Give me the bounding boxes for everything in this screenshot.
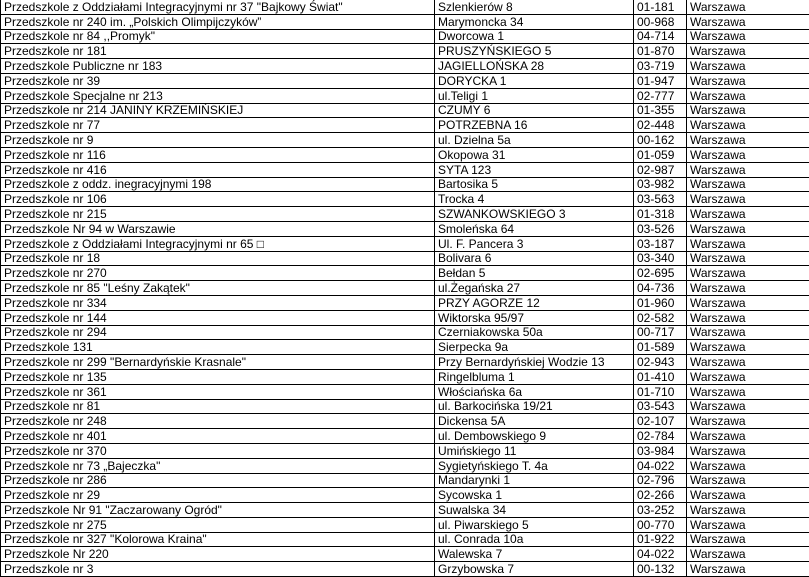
city-cell[interactable]: Warszawa: [687, 562, 809, 577]
postal-code-cell[interactable]: 01-059: [634, 147, 687, 162]
postal-code-cell[interactable]: 01-589: [634, 340, 687, 355]
preschool-name-cell[interactable]: Przedszkole nr 181: [1, 44, 435, 59]
preschool-name-cell[interactable]: Przedszkole Specjalne nr 213: [1, 88, 435, 103]
postal-code-cell[interactable]: 01-710: [634, 384, 687, 399]
table-row: [1, 44, 809, 59]
city-cell[interactable]: Warszawa: [687, 221, 809, 236]
street-address-cell[interactable]: Marymoncka 34: [435, 14, 634, 29]
city-cell[interactable]: Warszawa: [687, 443, 809, 458]
postal-code-cell[interactable]: 01-947: [634, 73, 687, 88]
postal-code-cell[interactable]: 03-526: [634, 221, 687, 236]
preschool-name-cell[interactable]: Przedszkole nr 106: [1, 192, 435, 207]
table-row: [1, 0, 809, 14]
preschool-name-cell[interactable]: Przedszkole Publiczne nr 183: [1, 59, 435, 74]
street-address-cell[interactable]: ul. Barkocińska 19/21: [435, 399, 634, 414]
postal-code-cell[interactable]: 02-107: [634, 414, 687, 429]
preschool-name-cell[interactable]: Przedszkole Nr 94 w Warszawie: [1, 221, 435, 236]
street-address-cell[interactable]: SYTA 123: [435, 162, 634, 177]
city-cell[interactable]: Warszawa: [687, 295, 809, 310]
postal-code-cell[interactable]: 01-922: [634, 532, 687, 547]
city-cell[interactable]: Warszawa: [687, 192, 809, 207]
preschool-name-cell[interactable]: Przedszkole nr 18: [1, 251, 435, 266]
city-cell[interactable]: Warszawa: [687, 414, 809, 429]
preschool-name-cell[interactable]: Przedszkole Nr 220: [1, 547, 435, 562]
postal-code-cell[interactable]: 02-777: [634, 88, 687, 103]
preschool-name-cell[interactable]: Przedszkole nr 275: [1, 517, 435, 532]
street-address-cell[interactable]: ul. Conrada 10a: [435, 532, 634, 547]
postal-code-cell[interactable]: 00-162: [634, 133, 687, 148]
postal-code-cell[interactable]: 04-714: [634, 29, 687, 44]
preschool-name-cell[interactable]: Przedszkole nr 77: [1, 118, 435, 133]
street-address-cell[interactable]: Sierpecka 9a: [435, 340, 634, 355]
table-row: [1, 281, 809, 296]
table-row: [1, 458, 809, 473]
street-address-cell[interactable]: JAGIELLOŃSKA 28: [435, 59, 634, 74]
table-row: [1, 517, 809, 532]
postal-code-cell[interactable]: 02-943: [634, 355, 687, 370]
street-address-cell[interactable]: Szlenkierów 8: [435, 0, 634, 14]
table-row: [1, 488, 809, 503]
preschool-name-cell[interactable]: Przedszkole nr 144: [1, 310, 435, 325]
street-address-cell[interactable]: Czerniakowska 50a: [435, 325, 634, 340]
table-row: [1, 118, 809, 133]
postal-code-cell[interactable]: 03-187: [634, 236, 687, 251]
street-address-cell[interactable]: Sycowska 1: [435, 488, 634, 503]
preschool-name-cell[interactable]: Przedszkole nr 135: [1, 369, 435, 384]
street-address-cell[interactable]: Suwalska 34: [435, 503, 634, 518]
preschool-name-cell[interactable]: Przedszkole nr 294: [1, 325, 435, 340]
table-row: [1, 310, 809, 325]
city-cell[interactable]: Warszawa: [687, 118, 809, 133]
street-address-cell[interactable]: Umińskiego 11: [435, 443, 634, 458]
street-address-cell[interactable]: Przy Bernardyńskiej Wodzie 13: [435, 355, 634, 370]
street-address-cell[interactable]: Włościańska 6a: [435, 384, 634, 399]
street-address-cell[interactable]: DORYCKA 1: [435, 73, 634, 88]
city-cell[interactable]: Warszawa: [687, 488, 809, 503]
preschool-name-cell[interactable]: Przedszkole nr 214 JANINY KRZEMIŃSKIEJ: [1, 103, 435, 118]
city-cell[interactable]: Warszawa: [687, 310, 809, 325]
postal-code-cell[interactable]: 01-410: [634, 369, 687, 384]
table-row: [1, 207, 809, 222]
postal-code-cell[interactable]: 04-022: [634, 547, 687, 562]
preschool-name-cell[interactable]: Przedszkole nr 84 ,,Promyk": [1, 29, 435, 44]
city-cell[interactable]: Warszawa: [687, 503, 809, 518]
postal-code-cell[interactable]: 01-960: [634, 295, 687, 310]
table-row: [1, 532, 809, 547]
postal-code-cell[interactable]: 02-695: [634, 266, 687, 281]
city-cell[interactable]: Warszawa: [687, 207, 809, 222]
table-row: [1, 266, 809, 281]
table-row: [1, 369, 809, 384]
postal-code-cell[interactable]: 00-968: [634, 14, 687, 29]
postal-code-cell[interactable]: 00-770: [634, 517, 687, 532]
preschool-name-cell[interactable]: Przedszkole nr 286: [1, 473, 435, 488]
city-cell[interactable]: Warszawa: [687, 177, 809, 192]
postal-code-cell[interactable]: 02-448: [634, 118, 687, 133]
table-row: [1, 325, 809, 340]
preschool-name-cell[interactable]: Przedszkole nr 361: [1, 384, 435, 399]
preschool-name-cell[interactable]: Przedszkole nr 416: [1, 162, 435, 177]
city-cell[interactable]: Warszawa: [687, 532, 809, 547]
city-cell[interactable]: Warszawa: [687, 517, 809, 532]
preschool-name-cell[interactable]: Przedszkole nr 81: [1, 399, 435, 414]
city-cell[interactable]: Warszawa: [687, 547, 809, 562]
postal-code-cell[interactable]: 01-318: [634, 207, 687, 222]
street-address-cell[interactable]: Wiktorska 95/97: [435, 310, 634, 325]
city-cell[interactable]: Warszawa: [687, 266, 809, 281]
table-row: [1, 59, 809, 74]
street-address-cell[interactable]: ul.Teligi 1: [435, 88, 634, 103]
table-row: [1, 414, 809, 429]
street-address-cell[interactable]: Walewska 7: [435, 547, 634, 562]
street-address-cell[interactable]: Ul. F. Pancera 3: [435, 236, 634, 251]
table-row: [1, 147, 809, 162]
preschool-name-cell[interactable]: Przedszkole z oddz. inegracyjnymi 198: [1, 177, 435, 192]
city-cell[interactable]: Warszawa: [687, 29, 809, 44]
postal-code-cell[interactable]: 02-582: [634, 310, 687, 325]
table-body: [1, 0, 809, 577]
city-cell[interactable]: Warszawa: [687, 44, 809, 59]
preschool-name-cell[interactable]: Przedszkole nr 327 "Kolorowa Kraina": [1, 532, 435, 547]
postal-code-cell[interactable]: 03-984: [634, 443, 687, 458]
city-cell[interactable]: Warszawa: [687, 355, 809, 370]
street-address-cell[interactable]: ul. Dembowskiego 9: [435, 429, 634, 444]
city-cell[interactable]: Warszawa: [687, 73, 809, 88]
city-cell[interactable]: Warszawa: [687, 429, 809, 444]
table-row: [1, 177, 809, 192]
table-row: [1, 473, 809, 488]
preschool-name-cell[interactable]: Przedszkole nr 3: [1, 562, 435, 577]
street-address-cell[interactable]: Dworcowa 1: [435, 29, 634, 44]
preschool-name-cell[interactable]: Przedszkole z Oddziałami Integracyjnymi nr 37 "Bajkowy Świat": [1, 0, 435, 14]
table-row: [1, 236, 809, 251]
postal-code-cell[interactable]: 00-717: [634, 325, 687, 340]
city-cell[interactable]: Warszawa: [687, 59, 809, 74]
table-row: [1, 103, 809, 118]
preschool-name-cell[interactable]: Przedszkole nr 299 "Bernardyńskie Krasnale": [1, 355, 435, 370]
street-address-cell[interactable]: POTRZEBNA 16: [435, 118, 634, 133]
table-row: [1, 295, 809, 310]
street-address-cell[interactable]: Bolivara 6: [435, 251, 634, 266]
table-row: [1, 251, 809, 266]
street-address-cell[interactable]: PRUSZYŃSKIEGO 5: [435, 44, 634, 59]
street-address-cell[interactable]: Okopowa 31: [435, 147, 634, 162]
table-row: [1, 562, 809, 577]
table-row: [1, 192, 809, 207]
street-address-cell[interactable]: Ringelbluma 1: [435, 369, 634, 384]
city-cell[interactable]: Warszawa: [687, 133, 809, 148]
city-cell[interactable]: Warszawa: [687, 384, 809, 399]
street-address-cell[interactable]: PRZY AGORZE 12: [435, 295, 634, 310]
preschool-name-cell[interactable]: Przedszkole nr 401: [1, 429, 435, 444]
postal-code-cell[interactable]: 01-870: [634, 44, 687, 59]
postal-code-cell[interactable]: 03-543: [634, 399, 687, 414]
city-cell[interactable]: Warszawa: [687, 251, 809, 266]
preschool-name-cell[interactable]: Przedszkole nr 116: [1, 147, 435, 162]
postal-code-cell[interactable]: 04-736: [634, 281, 687, 296]
table-row: [1, 355, 809, 370]
preschool-name-cell[interactable]: Przedszkole nr 270: [1, 266, 435, 281]
city-cell[interactable]: Warszawa: [687, 103, 809, 118]
street-address-cell[interactable]: Bartosika 5: [435, 177, 634, 192]
postal-code-cell[interactable]: 03-719: [634, 59, 687, 74]
postal-code-cell[interactable]: 02-266: [634, 488, 687, 503]
preschool-name-cell[interactable]: Przedszkole 131: [1, 340, 435, 355]
preschool-name-cell[interactable]: Przedszkole nr 215: [1, 207, 435, 222]
street-address-cell[interactable]: ul. Piwarskiego 5: [435, 517, 634, 532]
postal-code-cell[interactable]: 02-987: [634, 162, 687, 177]
street-address-cell[interactable]: Grzybowska 7: [435, 562, 634, 577]
table-row: [1, 384, 809, 399]
table-row: [1, 503, 809, 518]
city-cell[interactable]: Warszawa: [687, 458, 809, 473]
city-cell[interactable]: Warszawa: [687, 281, 809, 296]
table-row: [1, 429, 809, 444]
preschool-name-cell[interactable]: Przedszkole nr 29: [1, 488, 435, 503]
postal-code-cell[interactable]: 03-563: [634, 192, 687, 207]
table-row: [1, 443, 809, 458]
postal-code-cell[interactable]: 03-982: [634, 177, 687, 192]
street-address-cell[interactable]: Sygietyńskiego T. 4a: [435, 458, 634, 473]
postal-code-cell[interactable]: 00-132: [634, 562, 687, 577]
postal-code-cell[interactable]: 02-796: [634, 473, 687, 488]
street-address-cell[interactable]: Trocka 4: [435, 192, 634, 207]
postal-code-cell[interactable]: 03-340: [634, 251, 687, 266]
table-row: [1, 547, 809, 562]
table-row: [1, 340, 809, 355]
preschool-name-cell[interactable]: Przedszkole nr 85 "Leśny Zakątek": [1, 281, 435, 296]
preschool-name-cell[interactable]: Przedszkole nr 73 „Bajeczka": [1, 458, 435, 473]
table-row: [1, 133, 809, 148]
city-cell[interactable]: Warszawa: [687, 162, 809, 177]
street-address-cell[interactable]: Mandarynki 1: [435, 473, 634, 488]
table-row: [1, 88, 809, 103]
city-cell[interactable]: Warszawa: [687, 325, 809, 340]
street-address-cell[interactable]: Bełdan 5: [435, 266, 634, 281]
city-cell[interactable]: Warszawa: [687, 147, 809, 162]
city-cell[interactable]: Warszawa: [687, 340, 809, 355]
table-row: [1, 399, 809, 414]
table-row: [1, 14, 809, 29]
street-address-cell[interactable]: ul.Żegańska 27: [435, 281, 634, 296]
postal-code-cell[interactable]: 01-355: [634, 103, 687, 118]
table-row: [1, 73, 809, 88]
city-cell[interactable]: Warszawa: [687, 88, 809, 103]
preschool-name-cell[interactable]: Przedszkole nr 240 im. „Polskich Olimpijczyków”: [1, 14, 435, 29]
preschool-name-cell[interactable]: Przedszkole nr 248: [1, 414, 435, 429]
city-cell[interactable]: Warszawa: [687, 0, 809, 14]
postal-code-cell[interactable]: 01-181: [634, 0, 687, 14]
city-cell[interactable]: Warszawa: [687, 473, 809, 488]
preschool-name-cell[interactable]: Przedszkole nr 370: [1, 443, 435, 458]
preschool-name-cell[interactable]: Przedszkole z Oddziałami Integracyjnymi nr 65 □: [1, 236, 435, 251]
table-row: [1, 162, 809, 177]
table-row: [1, 29, 809, 44]
city-cell[interactable]: Warszawa: [687, 369, 809, 384]
preschool-name-cell[interactable]: Przedszkole nr 9: [1, 133, 435, 148]
city-cell[interactable]: Warszawa: [687, 236, 809, 251]
street-address-cell[interactable]: Dickensa 5A: [435, 414, 634, 429]
preschool-name-cell[interactable]: Przedszkole Nr 91 "Zaczarowany Ogród": [1, 503, 435, 518]
postal-code-cell[interactable]: 03-252: [634, 503, 687, 518]
city-cell[interactable]: Warszawa: [687, 14, 809, 29]
street-address-cell[interactable]: CZUMY 6: [435, 103, 634, 118]
preschool-name-cell[interactable]: Przedszkole nr 334: [1, 295, 435, 310]
street-address-cell[interactable]: ul. Dzielna 5a: [435, 133, 634, 148]
table-row: [1, 221, 809, 236]
street-address-cell[interactable]: Smoleńska 64: [435, 221, 634, 236]
city-cell[interactable]: Warszawa: [687, 399, 809, 414]
preschool-name-cell[interactable]: Przedszkole nr 39: [1, 73, 435, 88]
postal-code-cell[interactable]: 04-022: [634, 458, 687, 473]
postal-code-cell[interactable]: 02-784: [634, 429, 687, 444]
street-address-cell[interactable]: SZWANKOWSKIEGO 3: [435, 207, 634, 222]
